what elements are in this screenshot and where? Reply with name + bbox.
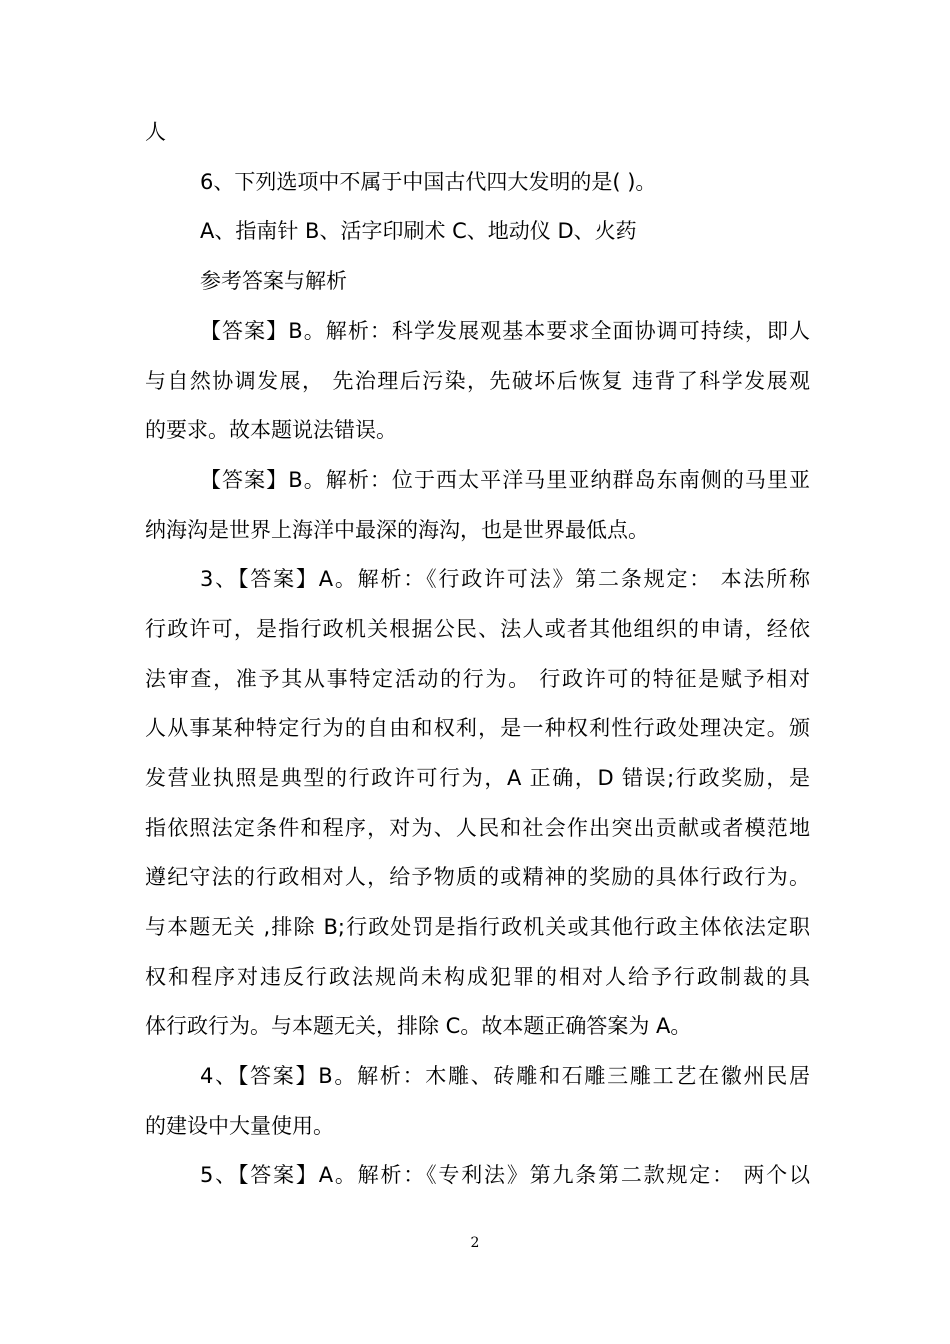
answer-paragraph-line: 【答案】B。解析：位于西太平洋马里亚纳群岛东南侧的马里亚 — [200, 468, 810, 492]
answer-4-line: 4、【答案】B。解析：木雕、砖雕和石雕三雕工艺在徽州民居 — [200, 1064, 810, 1088]
answer-3-line: 与本题无关 ,排除 B;行政处罚是指行政机关或其他行政主体依法定职 — [145, 915, 810, 939]
answer-3-line: 人从事某种特定行为的自由和权利，是一种权利性行政处理决定。颁 — [145, 716, 810, 740]
question-6-options: A、指南针 B、活字印刷术 C、地动仪 D、火药 — [200, 219, 637, 243]
answer-paragraph-line: 与自然协调发展， 先治理后污染，先破坏后恢复 违背了科学发展观 — [145, 369, 810, 393]
answer-3-line: 权和程序对违反行政法规尚未构成犯罪的相对人给予行政制裁的具 — [145, 965, 810, 989]
answer-paragraph-line: 纳海沟是世界上海洋中最深的海沟，也是世界最低点。 — [145, 518, 649, 542]
answers-heading: 参考答案与解析 — [200, 269, 347, 293]
answer-3-line: 指依照法定条件和程序，对为、人民和社会作出突出贡献或者模范地 — [145, 816, 810, 840]
question-6: 6、下列选项中不属于中国古代四大发明的是( )。 — [200, 170, 657, 194]
answer-5-line: 5、【答案】A。解析：《专利法》第九条第二款规定： 两个以 — [200, 1163, 810, 1187]
answer-paragraph-line: 【答案】B。解析：科学发展观基本要求全面协调可持续，即人 — [200, 319, 810, 343]
answer-3-line: 遵纪守法的行政相对人，给予物质的或精神的奖励的具体行政行为。 — [145, 865, 810, 889]
answer-3-line: 3、【答案】A。解析：《行政许可法》第二条规定： 本法所称 — [200, 567, 810, 591]
answer-3-line: 体行政行为。与本题无关，排除 C。故本题正确答案为 A。 — [145, 1014, 692, 1038]
answer-4-line: 的建设中大量使用。 — [145, 1114, 334, 1138]
answer-3-line: 行政许可，是指行政机关根据公民、法人或者其他组织的申请，经依 — [145, 617, 810, 641]
text-line: 人 — [145, 120, 166, 144]
answer-3-line: 发营业执照是典型的行政许可行为，A 正确，D 错误;行政奖励，是 — [145, 766, 810, 790]
page-number: 2 — [470, 1235, 480, 1251]
answer-3-line: 法审查，准予其从事特定活动的行为。 行政许可的特征是赋予相对 — [145, 667, 810, 691]
answer-paragraph-line: 的要求。故本题说法错误。 — [145, 418, 397, 442]
